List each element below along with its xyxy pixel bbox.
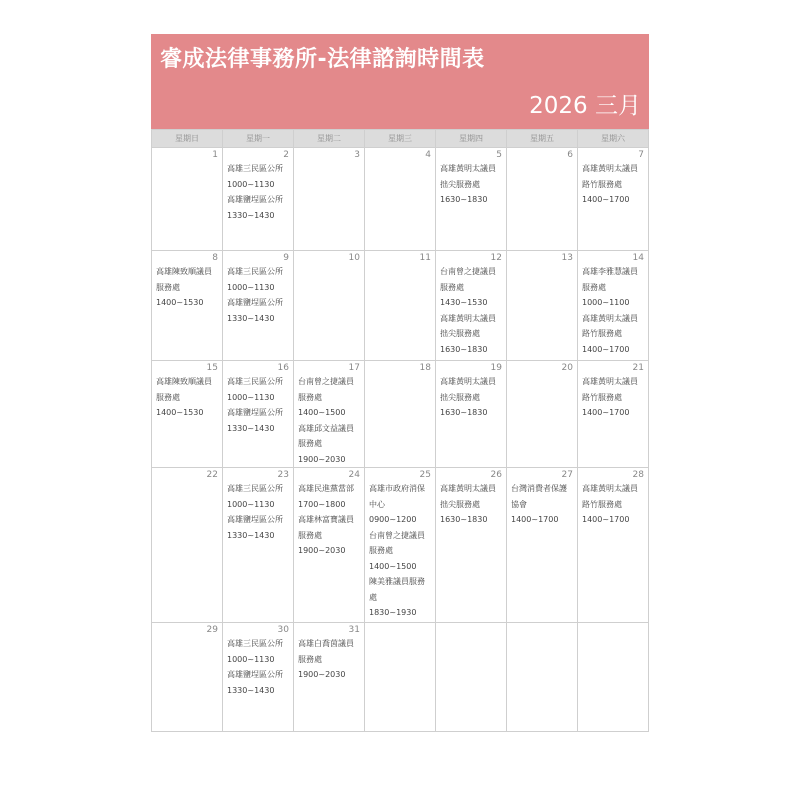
event-text: 陳美雅議員服務 xyxy=(369,577,425,586)
event-text: 1830~1930 xyxy=(369,608,417,617)
day-cell xyxy=(578,623,649,732)
day-number: 2 xyxy=(283,150,289,160)
day-cell xyxy=(223,468,294,623)
event-text: 高雄鹽埕區公所 xyxy=(227,195,283,204)
day-cell xyxy=(223,361,294,468)
event-text: 拙尖服務處 xyxy=(440,179,480,189)
weekday-header: 星期三 xyxy=(365,130,436,148)
event-text: 高雄黃明太議員 xyxy=(582,484,638,493)
event-text: 1330~1430 xyxy=(227,530,275,540)
day-cell xyxy=(365,623,436,732)
day-number: 21 xyxy=(632,363,644,373)
day-number: 26 xyxy=(490,470,502,480)
consultation-event xyxy=(578,264,648,311)
event-text: 高雄鹽埕區公所 xyxy=(227,298,283,307)
event-text: 高雄鹽埕區公所 xyxy=(227,670,283,679)
event-text: 高雄黃明太議員 xyxy=(582,313,638,323)
event-text: 高雄黃明太議員 xyxy=(440,484,496,493)
event-text: 0900~1200 xyxy=(369,515,417,524)
weekday-header-row xyxy=(152,130,649,148)
day-cell xyxy=(365,148,436,251)
day-cell xyxy=(294,251,365,361)
event-text: 1700~1800 xyxy=(298,499,346,509)
event-text: 台南曾之捷議員 xyxy=(298,377,354,386)
event-text: 高雄三民區公所 xyxy=(227,639,283,648)
day-cell xyxy=(578,251,649,361)
event-text: 1630~1830 xyxy=(440,344,488,354)
event-text: 高雄陳致順議員 xyxy=(156,267,212,276)
day-cell xyxy=(436,361,507,468)
event-text: 1630~1830 xyxy=(440,195,488,204)
day-cell xyxy=(507,361,578,468)
consultation-event xyxy=(294,421,364,468)
day-cell xyxy=(152,251,223,361)
event-text: 拙尖服務處 xyxy=(440,499,480,509)
event-text: 服務處 xyxy=(369,546,393,555)
event-text: 1400~1700 xyxy=(582,515,630,524)
day-cell xyxy=(436,623,507,732)
event-text: 1000~1130 xyxy=(227,392,275,402)
consultation-event xyxy=(578,161,648,208)
day-number: 4 xyxy=(425,150,431,160)
day-number: 12 xyxy=(490,253,502,263)
event-text: 1000~1130 xyxy=(227,179,275,189)
event-text: 1400~1700 xyxy=(582,344,630,354)
day-cell xyxy=(507,251,578,361)
day-number: 10 xyxy=(348,253,360,263)
consultation-event xyxy=(223,636,293,667)
day-number: 16 xyxy=(277,363,289,373)
day-number: 9 xyxy=(283,253,289,263)
day-number: 30 xyxy=(277,625,289,635)
day-cell xyxy=(294,623,365,732)
event-text: 路竹服務處 xyxy=(582,392,622,402)
event-text: 高雄三民區公所 xyxy=(227,484,283,493)
consultation-event xyxy=(223,161,293,192)
event-text: 高雄鹽埕區公所 xyxy=(227,515,283,524)
event-text: 1330~1430 xyxy=(227,210,275,220)
event-text: 1900~2030 xyxy=(298,546,346,555)
event-text: 服務處 xyxy=(440,282,464,292)
day-cell xyxy=(152,148,223,251)
day-number: 28 xyxy=(632,470,644,480)
event-text: 1000~1130 xyxy=(227,282,275,292)
event-text: 1400~1700 xyxy=(582,408,630,417)
consultation-event xyxy=(223,512,293,543)
event-text: 高雄黃明太議員 xyxy=(440,164,496,173)
day-cell xyxy=(294,361,365,468)
day-number: 5 xyxy=(496,150,502,160)
day-number: 22 xyxy=(206,470,218,480)
weekday-header: 星期六 xyxy=(578,130,649,148)
event-text: 1330~1430 xyxy=(227,313,275,323)
day-cell xyxy=(578,148,649,251)
week-row xyxy=(152,468,649,623)
consultation-event xyxy=(436,264,506,311)
event-text: 台南曾之捷議員 xyxy=(369,530,425,540)
weekday-header: 星期四 xyxy=(436,130,507,148)
event-text: 高雄民進黨當部 xyxy=(298,484,354,493)
event-text: 1000~1130 xyxy=(227,654,275,664)
consultation-event xyxy=(294,481,364,512)
calendar-grid xyxy=(151,129,649,732)
event-text: 1630~1830 xyxy=(440,408,488,417)
event-text: 1900~2030 xyxy=(298,670,346,679)
consultation-event xyxy=(436,481,506,528)
day-number: 27 xyxy=(561,470,573,480)
day-cell xyxy=(507,148,578,251)
consultation-event xyxy=(294,374,364,421)
day-number: 13 xyxy=(561,253,573,263)
event-text: 1400~1530 xyxy=(156,408,204,417)
event-text: 服務處 xyxy=(582,282,606,292)
day-cell xyxy=(507,468,578,623)
consultation-event xyxy=(223,192,293,223)
week-row xyxy=(152,361,649,468)
day-number: 19 xyxy=(490,363,502,373)
header-banner xyxy=(151,34,649,129)
day-number: 15 xyxy=(206,363,218,373)
consultation-event xyxy=(436,374,506,421)
event-text: 1400~1700 xyxy=(511,515,559,524)
day-cell xyxy=(223,623,294,732)
consultation-event xyxy=(223,295,293,326)
event-text: 服務處 xyxy=(298,530,322,540)
event-text: 高雄李雅慧議員 xyxy=(582,267,638,276)
day-cell xyxy=(578,361,649,468)
day-cell xyxy=(294,468,365,623)
event-text: 拙尖服務處 xyxy=(440,329,480,338)
event-text: 1000~1100 xyxy=(582,298,630,307)
event-text: 服務處 xyxy=(156,282,180,292)
week-row xyxy=(152,251,649,361)
day-number: 23 xyxy=(277,470,289,480)
event-text: 高雄黃明太議員 xyxy=(582,377,638,386)
consultation-event xyxy=(223,667,293,698)
day-cell xyxy=(436,148,507,251)
day-number: 8 xyxy=(212,253,218,263)
event-text: 1400~1500 xyxy=(369,561,417,571)
day-number: 31 xyxy=(348,625,360,635)
event-text: 1900~2030 xyxy=(298,454,346,464)
consultation-event xyxy=(223,405,293,436)
event-text: 1430~1530 xyxy=(440,298,488,307)
day-cell xyxy=(152,468,223,623)
day-number: 14 xyxy=(632,253,644,263)
weekday-header: 星期五 xyxy=(507,130,578,148)
day-cell xyxy=(578,468,649,623)
event-text: 1330~1430 xyxy=(227,423,275,433)
event-text: 高雄白喬茵議員 xyxy=(298,639,354,648)
calendar-sheet xyxy=(151,34,649,732)
event-text: 1400~1500 xyxy=(298,408,346,417)
event-text: 服務處 xyxy=(298,439,322,448)
event-text: 高雄邱文益議員 xyxy=(298,423,354,433)
day-number: 29 xyxy=(206,625,218,635)
day-cell xyxy=(365,361,436,468)
consultation-event xyxy=(365,481,435,528)
event-text: 1330~1430 xyxy=(227,685,275,695)
day-cell xyxy=(223,251,294,361)
event-text: 高雄市政府消保 xyxy=(369,484,425,493)
event-text: 高雄黃明太議員 xyxy=(440,313,496,323)
day-cell xyxy=(436,468,507,623)
day-number: 18 xyxy=(419,363,431,373)
event-text: 高雄黃明太議員 xyxy=(440,377,496,386)
event-text: 路竹服務處 xyxy=(582,329,622,338)
day-cell xyxy=(223,148,294,251)
consultation-event xyxy=(223,481,293,512)
consultation-event xyxy=(436,311,506,358)
event-text: 中心 xyxy=(369,499,385,509)
consultation-event xyxy=(578,481,648,528)
event-text: 1400~1700 xyxy=(582,195,630,204)
consultation-event xyxy=(294,636,364,683)
day-number: 24 xyxy=(348,470,360,480)
event-text: 處 xyxy=(369,592,377,602)
day-number xyxy=(365,623,435,636)
consultation-event xyxy=(152,264,222,311)
event-text: 高雄陳致順議員 xyxy=(156,377,212,386)
event-text: 協會 xyxy=(511,499,527,509)
month-label: 2026 三月 xyxy=(529,93,641,119)
day-number: 20 xyxy=(561,363,573,373)
weekday-header: 星期二 xyxy=(294,130,365,148)
consultation-event xyxy=(365,528,435,575)
weekday-header: 星期日 xyxy=(152,130,223,148)
day-number xyxy=(507,623,577,636)
day-cell xyxy=(365,468,436,623)
day-cell xyxy=(365,251,436,361)
event-text: 高雄鹽埕區公所 xyxy=(227,408,283,417)
week-row xyxy=(152,623,649,732)
event-text: 高雄三民區公所 xyxy=(227,164,283,173)
day-number: 11 xyxy=(419,253,431,263)
day-number xyxy=(436,623,506,636)
event-text: 台灣消費者保護 xyxy=(511,484,567,493)
consultation-event xyxy=(152,374,222,421)
event-text: 服務處 xyxy=(156,392,180,402)
consultation-event xyxy=(294,512,364,559)
event-text: 高雄林富寶議員 xyxy=(298,515,354,524)
event-text: 1630~1830 xyxy=(440,515,488,524)
day-number: 25 xyxy=(419,470,431,480)
day-cell xyxy=(152,361,223,468)
consultation-event xyxy=(578,374,648,421)
day-cell xyxy=(436,251,507,361)
day-number xyxy=(578,623,648,636)
consultation-event xyxy=(578,311,648,358)
consultation-event xyxy=(507,481,577,528)
day-number: 3 xyxy=(354,150,360,160)
day-number: 17 xyxy=(348,363,360,373)
day-cell xyxy=(507,623,578,732)
consultation-event xyxy=(223,374,293,405)
event-text: 拙尖服務處 xyxy=(440,392,480,402)
event-text: 高雄三民區公所 xyxy=(227,267,283,276)
consultation-event xyxy=(436,161,506,208)
event-text: 台南曾之捷議員 xyxy=(440,267,496,276)
event-text: 1400~1530 xyxy=(156,298,204,307)
page-title: 睿成法律事務所-法律諮詢時間表 xyxy=(160,47,485,72)
day-number: 6 xyxy=(567,150,573,160)
day-number: 7 xyxy=(638,150,644,160)
weekday-header: 星期一 xyxy=(223,130,294,148)
day-cell xyxy=(152,623,223,732)
event-text: 路竹服務處 xyxy=(582,499,622,509)
event-text: 高雄黃明太議員 xyxy=(582,164,638,173)
consultation-event xyxy=(365,574,435,621)
event-text: 路竹服務處 xyxy=(582,179,622,189)
day-cell xyxy=(294,148,365,251)
event-text: 1000~1130 xyxy=(227,499,275,509)
week-row xyxy=(152,148,649,251)
event-text: 服務處 xyxy=(298,654,322,664)
event-text: 服務處 xyxy=(298,392,322,402)
event-text: 高雄三民區公所 xyxy=(227,377,283,386)
consultation-event xyxy=(223,264,293,295)
day-number: 1 xyxy=(212,150,218,160)
